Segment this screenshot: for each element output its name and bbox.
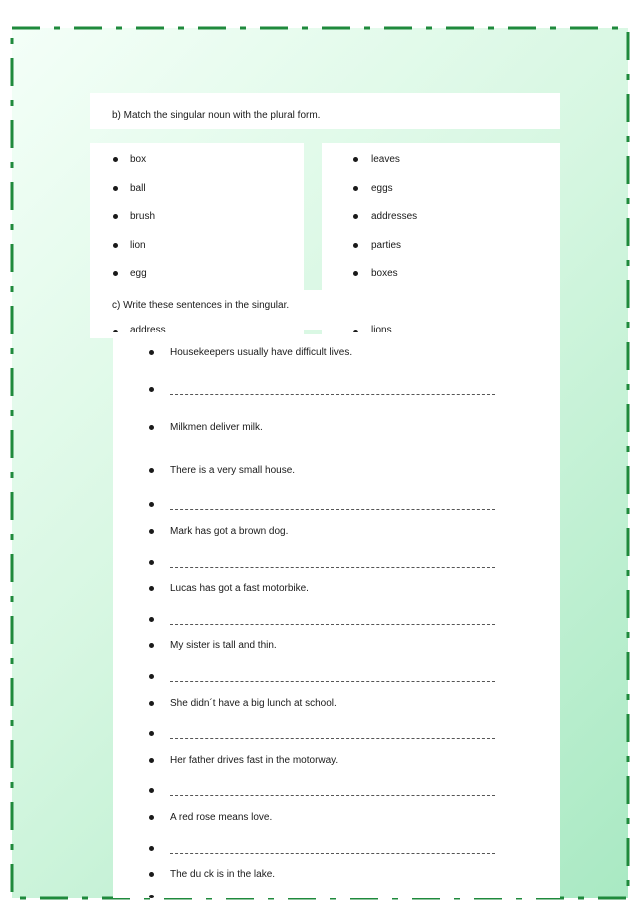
bullet-icon (113, 157, 118, 162)
bullet-icon (149, 701, 154, 706)
bullet-icon (113, 214, 118, 219)
bullet-icon (149, 617, 154, 622)
sentence: Mark has got a brown dog. (170, 526, 289, 537)
answer-line[interactable] (170, 394, 495, 395)
bullet-icon (149, 425, 154, 430)
plural-noun: addresses (371, 211, 418, 222)
bullet-icon (149, 731, 154, 736)
section-c-title: c) Write these sentences in the singular. (112, 300, 290, 311)
bullet-icon (149, 468, 154, 473)
sentence: She didn´t have a big lunch at school. (170, 698, 337, 709)
sentence: My sister is tall and thin. (170, 640, 277, 651)
bullet-icon (353, 243, 358, 248)
bullet-icon (113, 330, 118, 332)
plural-noun: leaves (371, 154, 400, 165)
bullet-icon (149, 502, 154, 507)
bullet-icon (113, 186, 118, 191)
bullet-icon (149, 846, 154, 851)
bullet-icon (149, 788, 154, 793)
bullet-icon (149, 674, 154, 679)
plural-column-box (322, 143, 560, 335)
singular-noun-clipped (105, 320, 225, 332)
answer-line[interactable] (170, 738, 495, 739)
sentence: The du ck is in the lake. (170, 869, 276, 880)
singular-noun: box (130, 154, 147, 165)
bullet-icon (149, 895, 154, 898)
bullet-icon (149, 758, 154, 763)
answer-line[interactable] (170, 853, 495, 854)
sentence: Her father drives fast in the motorway. (170, 755, 339, 766)
sentence: Housekeepers usually have difficult lives. (170, 347, 353, 358)
singular-noun: brush (130, 211, 156, 222)
singular-noun: egg (130, 268, 147, 279)
answer-line[interactable] (170, 624, 495, 625)
sentence: Milkmen deliver milk. (170, 422, 263, 433)
bullet-icon (353, 271, 358, 276)
bullet-icon (149, 387, 154, 392)
bullet-icon (149, 643, 154, 648)
bullet-icon (353, 157, 358, 162)
answer-line[interactable] (170, 509, 495, 510)
plural-noun: eggs (371, 183, 393, 194)
bullet-icon (149, 586, 154, 591)
sentence: There is a very small house. (170, 465, 296, 476)
singular-noun: lion (130, 240, 146, 251)
bullet-icon (113, 243, 118, 248)
sentence: A red rose means love. (170, 812, 273, 823)
bullet-icon (149, 872, 154, 877)
answer-line[interactable] (170, 567, 495, 568)
plural-noun: boxes (371, 268, 398, 279)
bullet-icon (149, 350, 154, 355)
bullet-icon (353, 186, 358, 191)
answer-line[interactable] (170, 681, 495, 682)
singular-noun: address (130, 325, 166, 332)
bullet-icon (149, 815, 154, 820)
bullet-icon (149, 529, 154, 534)
singular-noun: ball (130, 183, 146, 194)
bullet-icon (353, 214, 358, 219)
bullet-icon (353, 330, 358, 332)
plural-noun: lions (371, 325, 392, 332)
sentence: Lucas has got a fast motorbike. (170, 583, 309, 594)
bullet-icon (113, 271, 118, 276)
bullet-icon (149, 560, 154, 565)
plural-noun: parties (371, 240, 402, 251)
plural-noun-clipped (345, 320, 465, 332)
section-b-title: b) Match the singular noun with the plural form. (112, 110, 321, 121)
answer-line[interactable] (170, 795, 495, 796)
